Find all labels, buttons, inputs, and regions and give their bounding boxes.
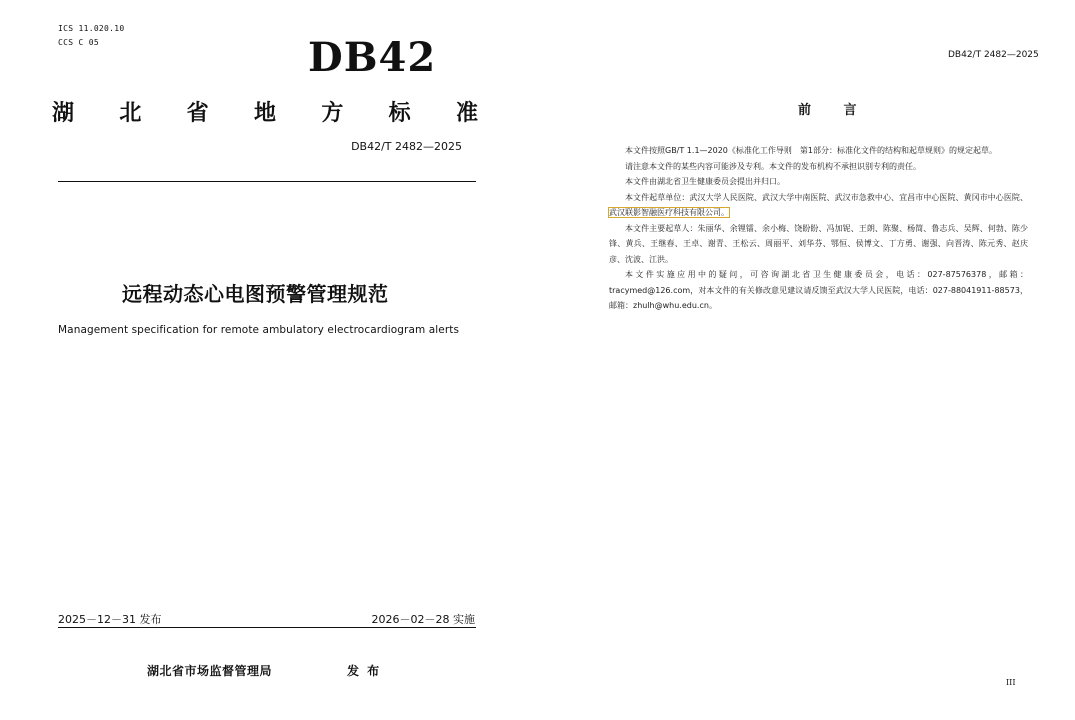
cover-page bbox=[0, 0, 537, 720]
issue-action: 发 布 bbox=[347, 664, 382, 678]
preface-body bbox=[609, 143, 1028, 314]
standard-type-title bbox=[52, 96, 478, 127]
preface-paragraph: 本文件实施应用中的疑问，可咨询湖北省卫生健康委员会，电话：027-87576378，邮箱：tracymed@126.com，对本文件的有关修改意见建议请反馈至武汉大学人民医院，电话：027-88041911-88573，邮箱：zhulh@whu.edu.cn。 bbox=[609, 270, 1028, 310]
standard-type-char: 标 bbox=[388, 101, 411, 126]
issuer-name: 湖北省市场监督管理局 bbox=[147, 664, 273, 678]
preface-paragraph: 本文件由湖北省卫生健康委员会提出并归口。 bbox=[625, 177, 785, 186]
preface-doc-number: DB42/T 2482—2025 bbox=[948, 50, 1039, 60]
standard-type-char: 省 bbox=[186, 101, 209, 126]
standard-type-char: 方 bbox=[321, 101, 344, 126]
preface-paragraph: 本文件按照GB/T 1.1—2020《标准化工作导则 第1部分：标准化文件的结构和起草规则》的规定起草。 bbox=[625, 146, 997, 155]
highlighted-company: 武汉联影智融医疗科技有限公司。 bbox=[609, 208, 729, 217]
cover-bottom-divider bbox=[58, 627, 476, 628]
standard-type-char: 准 bbox=[455, 101, 478, 126]
preface-paragraph: 本文件主要起草人：朱丽华、余锂镭、余小梅、饶盼盼、冯加铌、王朗、陈聚、杨简、鲁志兵、吴辉、何勃、陈少锋、黄兵、王继春、王卓、谢青、王松云、周丽平、刘华芬、鄂恒、侯博文、丁方勇、谢强、向晋涛、陈元秀、赵庆彦、沈波、江洪。 bbox=[609, 223, 1028, 264]
preface-title: 前 言 bbox=[798, 103, 871, 118]
page-number: III bbox=[1006, 678, 1016, 687]
drafting-units-text: 本文件起草单位：武汉大学人民医院、武汉大学中南医院、武汉市急救中心、宜昌市中心医院、黄冈市中心医院、 bbox=[625, 192, 1028, 202]
db42-logo: DB42 bbox=[308, 34, 437, 81]
standard-type-char: 湖 bbox=[52, 101, 75, 126]
title-english: Management specification for remote ambulatory electrocardiogram alerts bbox=[58, 324, 460, 336]
preface-paragraph-drafting-units bbox=[609, 190, 1028, 221]
preface-paragraph: 请注意本文件的某些内容可能涉及专利。本文件的发布机构不承担识别专利的责任。 bbox=[625, 161, 921, 171]
standard-type-char: 地 bbox=[253, 101, 276, 126]
title-chinese: 远程动态心电图预警管理规范 bbox=[122, 282, 389, 306]
standard-type-char: 北 bbox=[119, 101, 142, 126]
cover-doc-number: DB42/T 2482—2025 bbox=[351, 140, 462, 153]
cover-top-divider bbox=[58, 181, 476, 182]
publish-date: 2025－12－31 发布 bbox=[58, 613, 162, 626]
implement-date: 2026－02－28 实施 bbox=[371, 613, 475, 626]
ccs-code: CCS C 05 bbox=[58, 38, 99, 47]
ics-code: ICS 11.020.10 bbox=[58, 24, 125, 33]
